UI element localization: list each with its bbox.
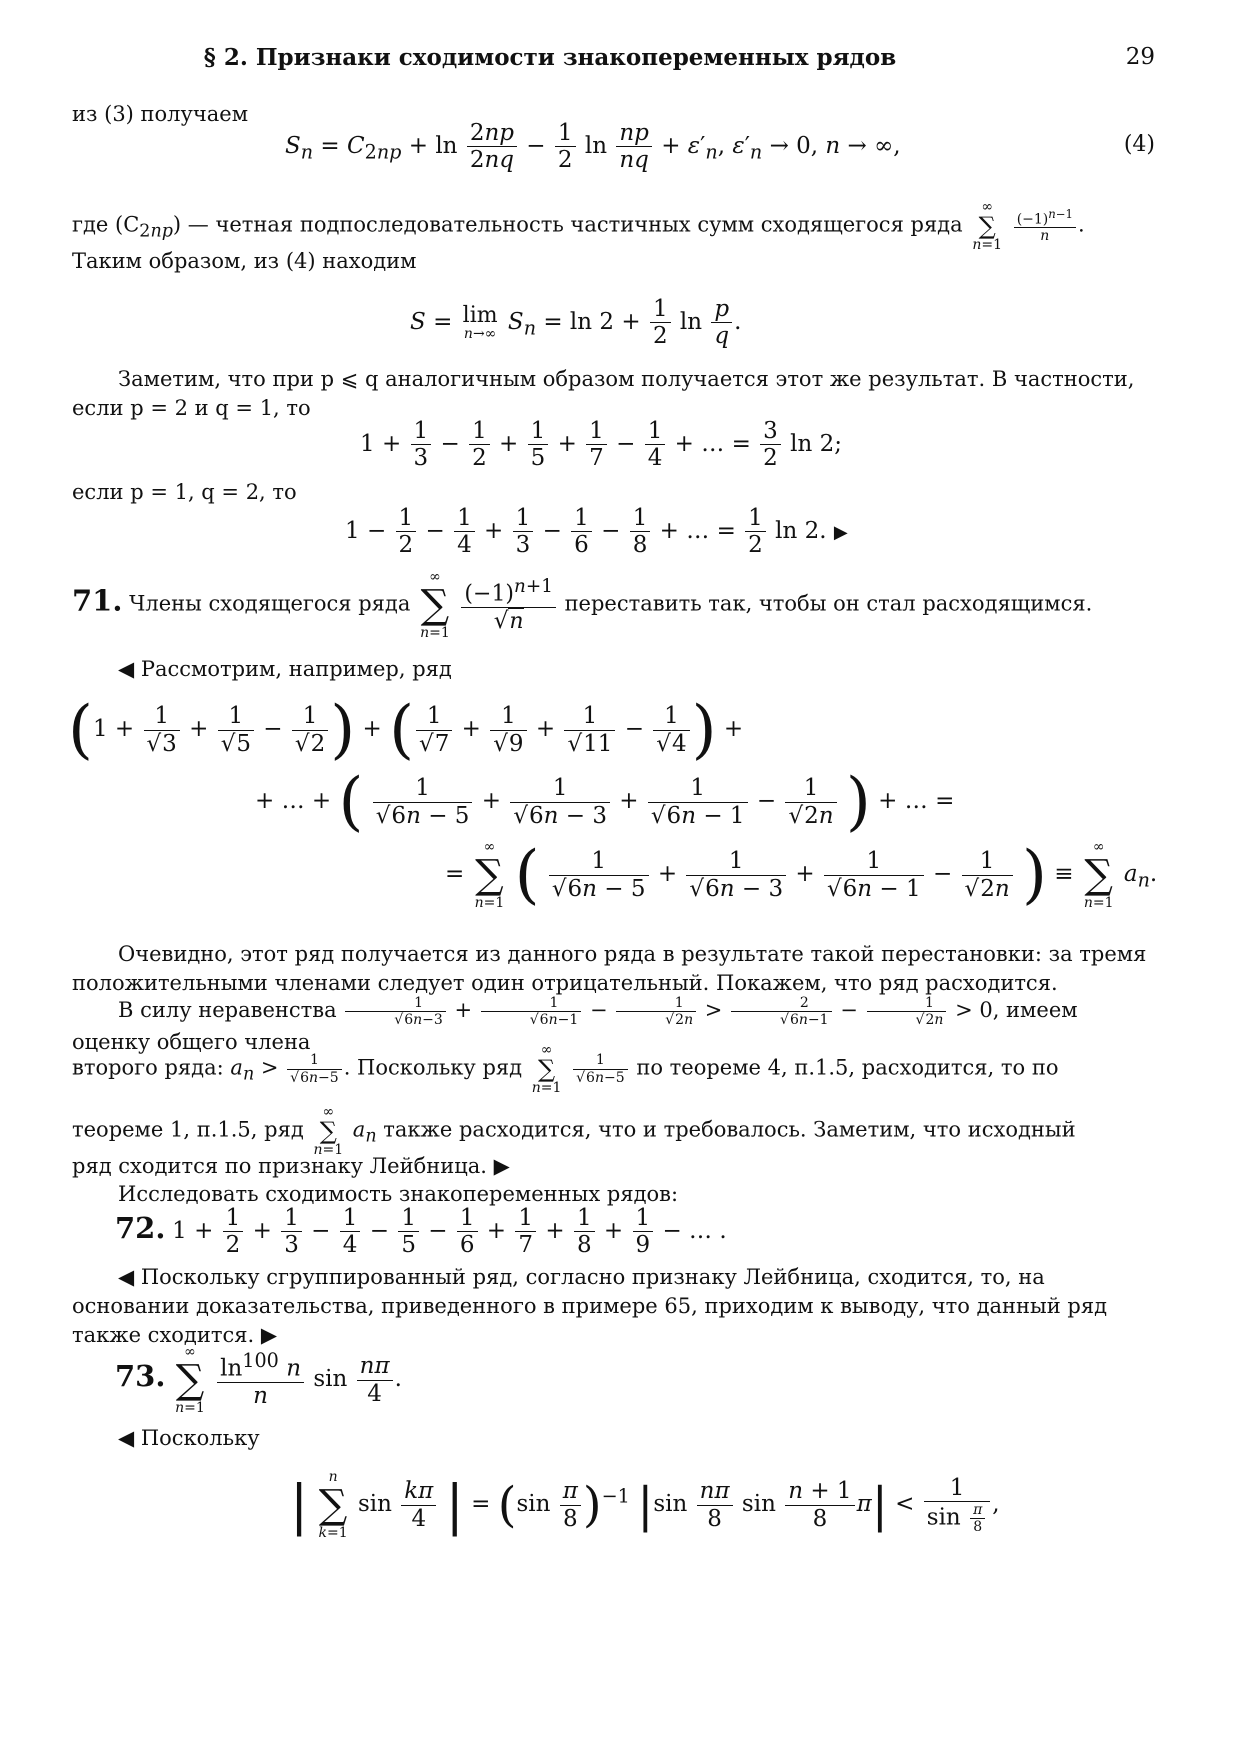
equation-grouped-line-2: + … + ( $\frac{1}{√6n - 5}$ + $\frac{1}{√6n - 3}$ + $\frac{1}{√6n - 1}$ − $\frac{1}{√2n}$ ) + … = xyxy=(255,765,955,839)
exercise-71: 71. Члены сходящегося ряда ∞ ∑ n=1 $\frac{(-1)^{n+1}}{√n}$ переставить так, чтобы он стал расходящимся. xyxy=(72,569,1093,641)
paragraph-8: В силу неравенства $\frac{1}{√6n-3}$ + $\frac{1}{√6n-1}$ − $\frac{1}{√2n}$ > $\frac{2}{√6n-1}$ − $\frac{1}{√2n}$ > 0, имеем оценку общего члена xyxy=(72,995,1078,1055)
paragraph-11: ряд сходится по признаку Лейбница. ▶ xyxy=(72,1154,510,1178)
equation-4: $S_n = C_{2np} + \ln$ $\frac{2np}{2nq}$ − $\frac{1}{2}$ ln $\frac{np}{nq}$ + $\varepsilon'_n$, $\varepsilon'_n \to 0$, n → ∞, xyxy=(285,120,901,174)
paragraph-6: ◀ Рассмотрим, например, ряд xyxy=(118,657,452,681)
exercise-72: 72. 1 + $\frac{1}{2}$ + $\frac{1}{3}$ − $\frac{1}{4}$ − $\frac{1}{5}$ − $\frac{1}{6}$ + $\frac{1}{7}$ + $\frac{1}{8}$ + $\frac{1}{9}$ − … . xyxy=(115,1205,727,1259)
paragraph-1: из (3) получаем xyxy=(72,102,249,126)
equation-series-1: 1 + $\frac{1}{3}$ − $\frac{1}{2}$ + $\frac{1}{5}$ + $\frac{1}{7}$ − $\frac{1}{4}$ + … = $\frac{3}{2}$ ln 2; xyxy=(360,418,842,472)
exercise-73: 73. ∞ ∑ n=1 $\frac{\ln^{100} n}{n}$ sin $\frac{n\pi}{4}$ . xyxy=(115,1344,402,1416)
paragraph-2: где $(C_{2np})$ — четная подпоследовательность частичных сумм сходящегося ряда ∞ ∑ n=1 $\frac{(-1)^{n-1}}{n}$ . xyxy=(72,199,1085,253)
paragraph-3: Таким образом, из (4) находим xyxy=(72,249,417,273)
paragraph-13: ◀ Поскольку сгруппированный ряд, согласно признаку Лейбница, сходится, то, на основании доказательства, приведенного в примере 65, приходим к выводу, что данный ряд также сходится. ▶ xyxy=(72,1265,1108,1347)
paragraph-10: теореме 1, п.1.5, ряд ∞ ∑ n=1 $a_n$ также расходится, что и требовалось. Заметим, что исходный xyxy=(72,1104,1076,1158)
paragraph-4: Заметим, что при p ⩽ q аналогичным образом получается этот же результат. В частности, если p = 2 и q = 1, то xyxy=(72,367,1135,420)
equation-number-4: (4) xyxy=(1123,132,1155,157)
equation-grouped-line-1: (1 + $\frac{1}{√3}$ + $\frac{1}{√5}$ − $\frac{1}{√2}$ ) + ( $\frac{1}{√7}$ + $\frac{1}{√9}$ + $\frac{1}{√11}$ − $\frac{1}{√4}$ ) + xyxy=(68,693,744,767)
equation-sin-bound: | n ∑ k=1 sin $\frac{k\pi}{4}$ | = (sin $\frac{\pi}{8}$ )$^{-1}$ |sin $\frac{n\pi}{8}$ sin $\frac{n + 1}{8}$ π| < 1 sin $\frac{\pi}{8}$ , xyxy=(290,1469,1000,1541)
paragraph-14: ◀ Поскольку xyxy=(118,1426,260,1450)
paragraph-12: Исследовать сходимость знакопеременных рядов: xyxy=(118,1182,679,1206)
equation-limit: S = lim n→∞ $S_n = \ln 2$ + $\frac{1}{2}$ ln $\frac{p}{q}$ . xyxy=(410,296,742,350)
paragraph-7: Очевидно, этот ряд получается из данного ряда в результате такой перестановки: за тремя положительными членами следует один отрицательный. Покажем, что ряд расходится. xyxy=(72,942,1147,995)
equation-grouped-line-3: = ∞ ∑ n=1 ( $\frac{1}{√6n - 5}$ + $\frac{1}{√6n - 3}$ + $\frac{1}{√6n - 1}$ − $\frac{1}{√2n}$ ) ≡ ∞ ∑ n=1 $a_n$. xyxy=(445,838,1158,912)
section-title: § 2. Признаки сходимости знакопеременных рядов xyxy=(203,44,897,71)
equation-series-2: 1 − $\frac{1}{2}$ − $\frac{1}{4}$ + $\frac{1}{3}$ − $\frac{1}{6}$ − $\frac{1}{8}$ + … = $\frac{1}{2}$ ln 2. ▶ xyxy=(345,505,848,559)
paragraph-5: если p = 1, q = 2, то xyxy=(72,480,297,504)
page-number: 29 xyxy=(1125,44,1155,70)
paragraph-9: второго ряда: $a_n$ > $\frac{1}{√6n-5}$ . Поскольку ряд ∞ ∑ n=1 $\frac{1}{√6n-5}$ по теореме 4, п.1.5, расходится, то по xyxy=(72,1042,1059,1096)
running-header xyxy=(0,44,1239,78)
